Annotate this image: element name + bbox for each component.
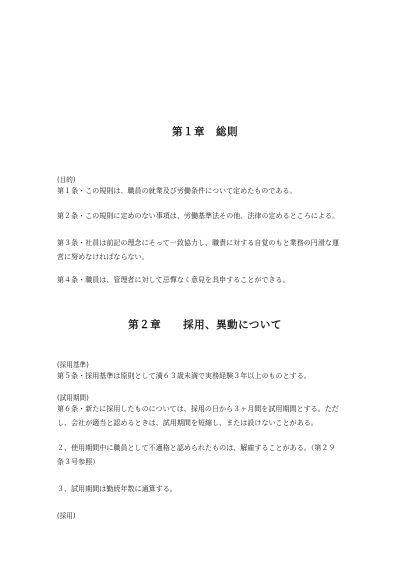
purpose-heading: (目的) (57, 176, 76, 184)
chapter-1-title: 第１章 総則 (172, 126, 238, 138)
article-3-line-1: 第３条・社員は前記の理念にそって一致協力し、職責に対する自覚のもと業務の円滑な運 (57, 239, 339, 247)
criteria-heading: (採用基準) (57, 361, 89, 369)
hiring-heading: (採用) (57, 512, 76, 520)
article-6-line-1: 第６条・新たに採用したものについては、採用の日から３ヶ月間を試用期間とする。ただ (57, 405, 339, 413)
article-6-paragraph-3: ３、試用期間は勤続年数に通算する。 (57, 485, 177, 493)
article-5: 第５条・採用基準は原則として満６３歳未満で実務経験３年以上のものとする。 (57, 372, 311, 380)
article-6-paragraph-2-line-1: ２、使用期間中に職員として不適格と認められたものは、解雇することがある。（第２９ (57, 444, 336, 452)
chapter-2-title: 第２章 採用、異動について (128, 319, 282, 331)
probation-heading: (試用期間) (57, 394, 89, 402)
article-1: 第１条・この規則は、職員の就業及び労働条件について定めたものである。 (57, 187, 297, 195)
article-6-paragraph-2-line-2: 条３号参照） (57, 458, 100, 466)
article-6-line-2: し、会社が適当と認めるときは、試用期間を短縮し、または設けないことがある。 (57, 419, 318, 427)
article-3-line-2: 営に努めなければならない。 (57, 253, 149, 261)
article-2: 第２条・この規則に定めのない事項は、労働基準法その他、法律の定めるところによる。 (57, 212, 339, 220)
article-4: 第４条・職員は、管理者に対して忌憚なく意見を具申することができる。 (57, 276, 290, 284)
